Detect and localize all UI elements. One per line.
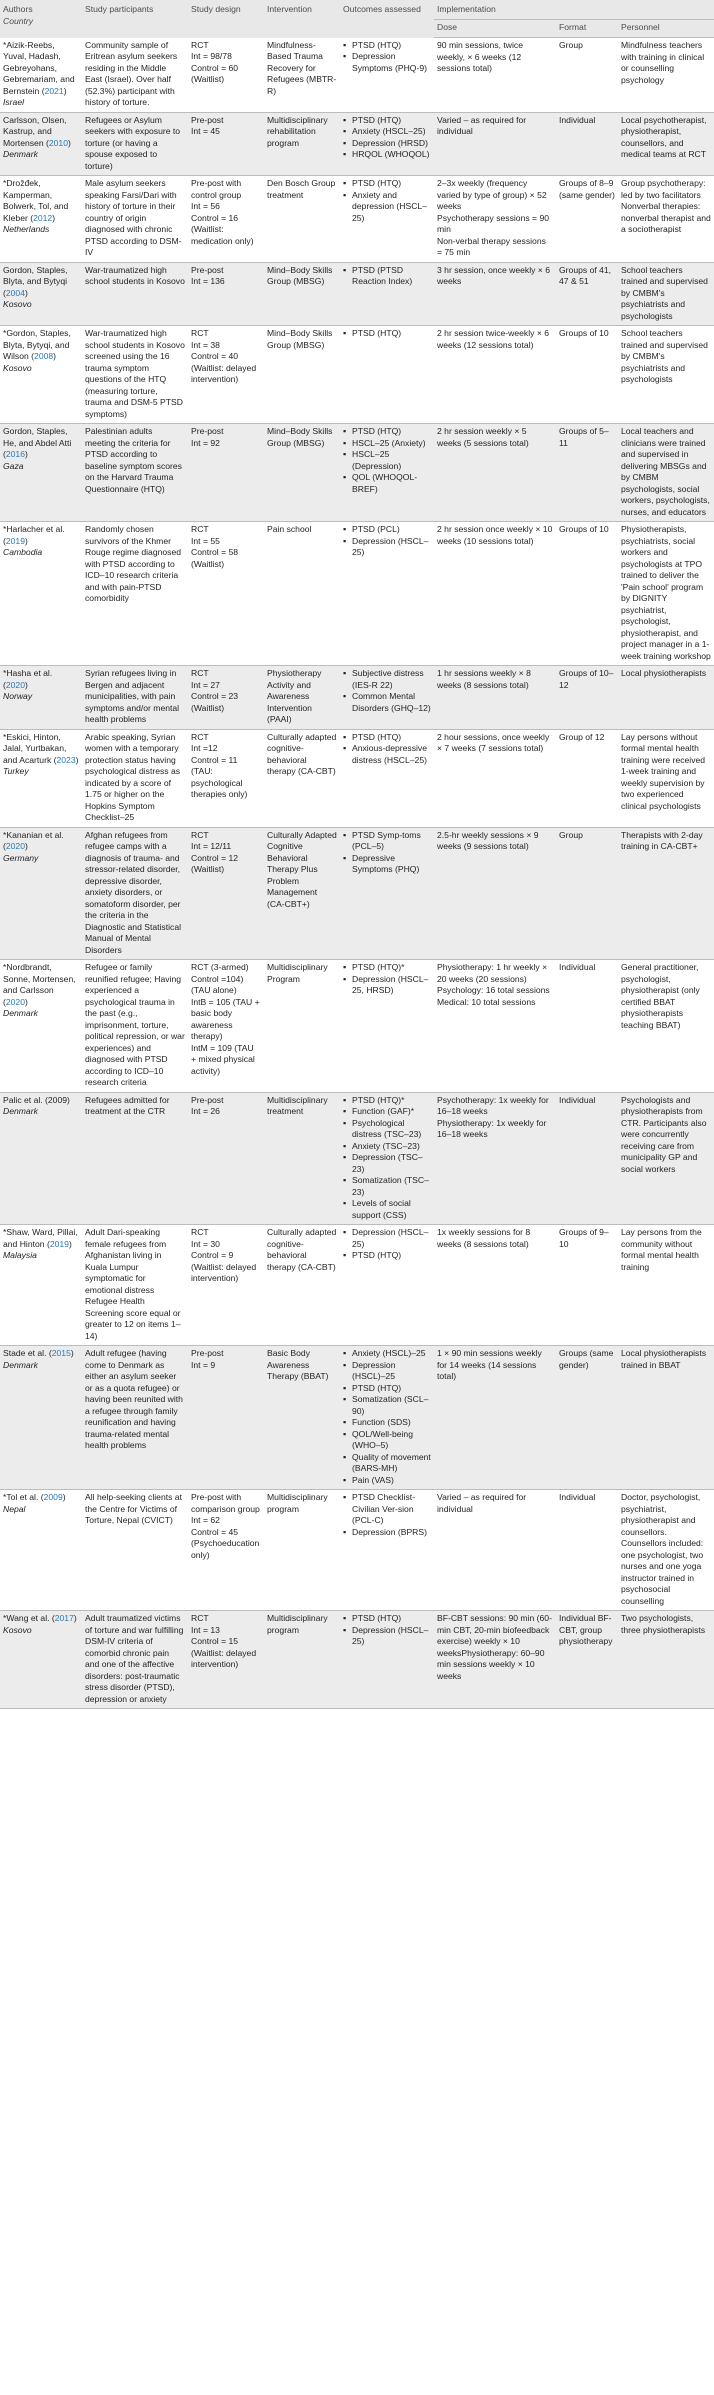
authors-text: *Hasha et al. ( — [3, 668, 53, 690]
outcome-item: ▪ PTSD (HTQ) — [343, 328, 431, 340]
year-link[interactable]: 2021 — [44, 85, 64, 96]
authors-cell — [0, 960, 82, 1093]
year-link[interactable]: 2004 — [5, 287, 25, 298]
intervention-cell: Mindfulness-Based Trauma Recovery for Refugees (MBTR-R) — [264, 38, 340, 113]
year-link[interactable]: 2009 — [43, 1492, 63, 1502]
outcome-item: ▪ Depression (HSCL–25) — [343, 1625, 431, 1648]
header-authors-country — [0, 0, 82, 38]
table-row — [0, 1611, 714, 1709]
outcomes-cell — [340, 827, 434, 960]
design-cell: RCT Int =12 Control = 11 (TAU: psychological therapies only) — [188, 729, 264, 827]
outcomes-cell — [340, 666, 434, 730]
personnel-cell: Local teachers and clinicians were trained and supervised in delivering MBSGs and by CMBM psychologists, social workers, psychologists, nurses, and educators — [618, 424, 714, 522]
outcomes-list — [343, 830, 431, 876]
personnel-cell: Two psychologists, three physiotherapists — [618, 1611, 714, 1709]
intervention-cell: Physiotherapy Activity and Awareness Intervention (PAAI) — [264, 666, 340, 730]
dose-cell: 2–3x weekly (frequency varied by type of group) × 52 weeks Psychotherapy sessions = 90 min Non-verbal therapy sessions = 75 min — [434, 176, 556, 263]
personnel-cell: Physiotherapists, psychiatrists, social workers and psychologists at TPO trained to deliver the 'Pain school' program by DIGNITY psychiatrist, psychologist, physiotherapist, and project manager in a 1-week training workshop — [618, 522, 714, 666]
outcomes-cell — [340, 1611, 434, 1709]
personnel-cell: School teachers trained and supervised by CMBM's psychiatrists and psychologists — [618, 262, 714, 326]
authors-text: Gordon, Staples, Blyta, and Bytyqi ( — [3, 264, 68, 298]
outcome-item: ▪ Depression (HSCL–25) — [343, 1227, 431, 1250]
authors-close: ) — [25, 449, 28, 459]
outcome-item: ▪ PTSD (HTQ) — [343, 1613, 431, 1625]
header-implementation: Implementation — [434, 0, 714, 19]
outcome-item: ▪ Depressive Symptoms (PHQ) — [343, 853, 431, 876]
authors-text: Stade et al. ( — [3, 1348, 52, 1358]
design-cell: RCT Int = 38 Control = 40 (Waitlist: delayed intervention) — [188, 326, 264, 424]
authors-cell — [0, 1346, 82, 1490]
table-row — [0, 960, 714, 1093]
outcome-item: ▪ HSCL–25 (Depression) — [343, 449, 431, 472]
personnel-cell: Local psychotherapist, physiotherapist, counsellors, and medical teams at RCT — [618, 112, 714, 176]
dose-cell: 90 min sessions, twice weekly, × 6 weeks (12 sessions total) — [434, 38, 556, 113]
authors-cell — [0, 262, 82, 326]
design-cell: RCT Int = 13 Control = 15 (Waitlist: delayed intervention) — [188, 1611, 264, 1709]
table-row — [0, 1092, 714, 1225]
authors-text: *Nordbrandt, Sonne, Mortensen, and Carlsson ( — [3, 962, 76, 1007]
outcome-item: ▪ PTSD (HTQ) — [343, 732, 431, 744]
outcomes-list — [343, 732, 431, 767]
dose-cell: 3 hr session, once weekly × 6 weeks — [434, 262, 556, 326]
design-cell: RCT Int = 30 Control = 9 (Waitlist: delayed intervention) — [188, 1225, 264, 1346]
dose-cell: Psychotherapy: 1x weekly for 16–18 weeks Physiotherapy: 1x weekly for 16–18 weeks — [434, 1092, 556, 1225]
personnel-cell: Mindfulness teachers with training in clinical or counselling psychology — [618, 38, 714, 113]
authors-close: ) — [75, 754, 79, 765]
authors-text: Palic et al. (2009) — [3, 1094, 70, 1105]
outcomes-list — [343, 1095, 431, 1222]
design-cell: Pre-post Int = 45 — [188, 112, 264, 176]
outcomes-list — [343, 1613, 431, 1648]
personnel-cell: General practitioner, psychologist, physiotherapist (only certified BBAT physiotherapists teaching BBAT) — [618, 960, 714, 1093]
header-dose: Dose — [434, 19, 556, 38]
dose-cell: 1 hr sessions weekly × 8 weeks (8 sessions total) — [434, 666, 556, 730]
table-row — [0, 326, 714, 424]
outcome-item: ▪ PTSD (PTSD Reaction Index) — [343, 265, 431, 288]
design-cell: Pre-post with control group Int = 56 Control = 16 (Waitlist: medication only) — [188, 176, 264, 263]
authors-text: *Drožđek, Kamperman, Bolwerk, Tol, and Kleber ( — [3, 178, 69, 223]
dose-cell: 2 hour sessions, once weekly × 7 weeks (7 sessions total) — [434, 729, 556, 827]
participants-cell: Syrian refugees living in Bergen and adjacent municipalities, with pain symptoms and/or mental health problems — [82, 666, 188, 730]
authors-text: Carlsson, Olsen, Kastrup, and Mortensen ( — [3, 114, 67, 148]
authors-cell — [0, 38, 82, 113]
personnel-cell: Doctor, psychologist, psychiatrist, physiotherapist and counsellors. Counsellors included: one psychologist, two nurses and one yoga instructor trained in psychosocial counselling — [618, 1490, 714, 1611]
design-cell: Pre-post Int = 136 — [188, 262, 264, 326]
outcome-item: ▪ PTSD Symp-toms (PCL–5) — [343, 830, 431, 853]
authors-close: ) — [25, 535, 28, 546]
personnel-cell: Therapists with 2-day training in CA-CBT+ — [618, 827, 714, 960]
outcome-item: ▪ PTSD (HTQ) — [343, 178, 431, 190]
authors-text: Gordon, Staples, He, and Abdel Atti ( — [3, 426, 72, 459]
personnel-cell: Group psychotherapy: led by two facilitators Nonverbal therapies: nonverbal therapist and a sociotherapist — [618, 176, 714, 263]
country: Turkey — [3, 766, 29, 776]
year-link[interactable]: 2017 — [54, 1613, 74, 1623]
personnel-cell: Psychologists and physiotherapists from CTR. Participants also were concurrently receiving care from municipality GP and social workers — [618, 1092, 714, 1225]
year-link[interactable]: 2020 — [5, 996, 25, 1007]
intervention-cell: Den Bosch Group treatment — [264, 176, 340, 263]
authors-close: ) — [73, 1613, 77, 1623]
authors-close: ) — [25, 287, 28, 298]
format-cell: Individual — [556, 1092, 618, 1225]
outcomes-list — [343, 1227, 431, 1262]
format-cell: Group of 12 — [556, 729, 618, 827]
format-cell: Groups of 5–11 — [556, 424, 618, 522]
personnel-cell: Lay persons without formal mental health training were received 1-week training and weekly supervision by two experienced clinical psychologists — [618, 729, 714, 827]
table-row — [0, 729, 714, 827]
header-personnel: Personnel — [618, 19, 714, 38]
intervention-cell: Pain school — [264, 522, 340, 666]
authors-close: ) — [53, 351, 57, 361]
intervention-cell: Multidisciplinary rehabilitation program — [264, 112, 340, 176]
outcome-item: ▪ PTSD (HTQ) — [343, 426, 431, 438]
authors-text: *Shaw, Ward, Pillai, and Hinton ( — [3, 1227, 78, 1249]
table-row — [0, 1346, 714, 1490]
outcome-item: ▪ HSCL–25 (Anxiety) — [343, 438, 431, 450]
authors-cell — [0, 522, 82, 666]
table-row — [0, 262, 714, 326]
outcomes-cell — [340, 522, 434, 666]
intervention-cell: Mind–Body Skills Group (MBSG) — [264, 262, 340, 326]
authors-cell — [0, 827, 82, 960]
format-cell: Individual — [556, 960, 618, 1093]
year-link[interactable]: 2019 — [49, 1238, 69, 1249]
intervention-cell: Mind–Body Skills Group (MBSG) — [264, 326, 340, 424]
outcomes-list — [343, 265, 431, 288]
format-cell: Individual — [556, 1490, 618, 1611]
outcome-item: ▪ Psychological distress (TSC–23) — [343, 1118, 431, 1141]
format-cell: Groups of 41, 47 & 51 — [556, 262, 618, 326]
authors-cell — [0, 176, 82, 263]
outcomes-cell — [340, 176, 434, 263]
country: Denmark — [3, 1008, 38, 1018]
country: Kosovo — [3, 362, 32, 373]
authors-text: *Aizik-Reebs, Yuval, Hadash, Gebreyohans, Gebremariam, and Bernstein ( — [3, 39, 75, 96]
outcome-item: ▪ Function (SDS) — [343, 1417, 431, 1429]
outcomes-cell — [340, 1490, 434, 1611]
outcome-item: ▪ Anxiety (HSCL–25) — [343, 126, 431, 138]
authors-text: *Wang et al. ( — [3, 1613, 55, 1623]
authors-text: *Gordon, Staples, Blyta, Bytyqi, and Wilson ( — [3, 328, 71, 361]
dose-cell: 1x weekly sessions for 8 weeks (8 sessions total) — [434, 1225, 556, 1346]
dose-cell: Varied – as required for individual — [434, 112, 556, 176]
header-outcomes: Outcomes assessed — [340, 0, 434, 38]
country: Gaza — [3, 460, 24, 471]
outcomes-list — [343, 426, 431, 495]
outcome-item: ▪ Subjective distress (IES-R 22) — [343, 668, 431, 691]
outcomes-list — [343, 328, 431, 340]
participants-cell: Adult traumatized victims of torture and war fulfilling DSM-IV criteria of comorbid chronic pain and one of the affective disorders: post-traumatic stress disorder (PTSD), depression or anxiety — [82, 1611, 188, 1709]
design-cell: RCT Int = 98/78 Control = 60 (Waitlist) — [188, 38, 264, 113]
outcome-item: ▪ QOL/Well-being (WHO–5) — [343, 1429, 431, 1452]
intervention-cell: Multidisciplinary treatment — [264, 1092, 340, 1225]
participants-cell: Palestinian adults meeting the criteria for PTSD according to baseline symptom scores on the Harvard Trauma Questionnaire (HTQ) — [82, 424, 188, 522]
authors-close: ) — [25, 679, 28, 690]
authors-close: ) — [25, 841, 28, 851]
authors-text: *Tol et al. ( — [3, 1492, 44, 1502]
participants-cell: Refugee or family reunified refugee; Having experienced a psychological trauma in the past (e.g., imprisonment, torture, political repression, or war experiences) and diagnosed with PTSD according to ICD–10 research criteria — [82, 960, 188, 1093]
participants-cell: Afghan refugees from refugee camps with a diagnosis of trauma- and stressor-related disorder, depressive disorder, anxiety disorders, or somatoform disorder, per the criteria in the Diagnostic and Statistical Manual of Mental Disorders — [82, 827, 188, 960]
intervention-cell: Culturally adapted cognitive-behavioral therapy (CA-CBT) — [264, 729, 340, 827]
year-link[interactable]: 2019 — [5, 535, 25, 546]
design-cell: RCT Int = 12/11 Control = 12 (Waitlist) — [188, 827, 264, 960]
outcomes-cell — [340, 38, 434, 113]
participants-cell: Adult Dari-speaking female refugees from Afghanistan living in Kuala Lumpur symptomatic for emotional distress Refugee Health Screening score equal or greater to 12 on items 1–14) — [82, 1225, 188, 1346]
participants-cell: All help-seeking clients at the Centre for Victims of Torture, Nepal (CVICT) — [82, 1490, 188, 1611]
personnel-cell: Local physiotherapists trained in BBAT — [618, 1346, 714, 1490]
outcomes-cell — [340, 1346, 434, 1490]
country: Denmark — [3, 1106, 38, 1116]
outcome-item: ▪ Depression Symptoms (PHQ-9) — [343, 51, 431, 74]
authors-text: *Kananian et al. ( — [3, 829, 64, 851]
dose-cell: 2 hr session weekly × 5 weeks (5 sessions total) — [434, 424, 556, 522]
country: Denmark — [3, 1359, 38, 1370]
participants-cell: War-traumatized high school students in Kosovo screened using the 16 trauma symptom questions of the HTQ (measuring torture, trauma and DSM-5 PTSD symptoms) — [82, 326, 188, 424]
outcome-item: ▪ PTSD (HTQ) — [343, 1383, 431, 1395]
outcome-item: ▪ QOL (WHOQOL-BREF) — [343, 472, 431, 495]
outcome-item: ▪ Depression (TSC–23) — [343, 1152, 431, 1175]
outcome-item: ▪ PTSD (HTQ)* — [343, 962, 431, 974]
intervention-cell: Multidisciplinary program — [264, 1490, 340, 1611]
design-cell: RCT Int = 27 Control = 23 (Waitlist) — [188, 666, 264, 730]
year-link[interactable]: 2015 — [51, 1348, 71, 1358]
participants-cell: Refugees admitted for treatment at the CTR — [82, 1092, 188, 1225]
format-cell: Groups of 9–10 — [556, 1225, 618, 1346]
outcomes-cell — [340, 960, 434, 1093]
outcomes-cell — [340, 1092, 434, 1225]
authors-close: ) — [52, 212, 56, 223]
outcome-item: ▪ Anxiety and depression (HSCL–25) — [343, 190, 431, 225]
outcome-item: ▪ Depression (HRSD) — [343, 138, 431, 150]
participants-cell: War-traumatized high school students in Kosovo — [82, 262, 188, 326]
format-cell: Groups of 8–9 (same gender) — [556, 176, 618, 263]
outcome-item: ▪ HRQOL (WHOQOL) — [343, 149, 431, 161]
intervention-cell: Culturally Adapted Cognitive Behavioral Therapy Plus Problem Management (CA-CBT+) — [264, 827, 340, 960]
personnel-cell: Local physiotherapists — [618, 666, 714, 730]
outcome-item: ▪ Anxiety (TSC–23) — [343, 1141, 431, 1153]
dose-cell: 1 × 90 min sessions weekly for 14 weeks (14 sessions total) — [434, 1346, 556, 1490]
table-row — [0, 666, 714, 730]
country: Norway — [3, 691, 33, 701]
outcome-item: ▪ Depression (HSCL–25) — [343, 536, 431, 559]
intervention-cell: Basic Body Awareness Therapy (BBAT) — [264, 1346, 340, 1490]
table-row — [0, 112, 714, 176]
header-design: Study design — [188, 0, 264, 38]
year-link[interactable]: 2020 — [5, 841, 25, 851]
authors-cell — [0, 326, 82, 424]
design-cell: RCT Int = 55 Control = 58 (Waitlist) — [188, 522, 264, 666]
outcome-item: ▪ PTSD (HTQ) — [343, 40, 431, 52]
participants-cell: Randomly chosen survivors of the Khmer Rouge regime diagnosed with PTSD according to ICD–10 research criteria and with pain-PTSD comorbidity — [82, 522, 188, 666]
country: Kosovo — [3, 299, 32, 309]
year-link[interactable]: 2012 — [33, 212, 53, 223]
authors-cell — [0, 1092, 82, 1225]
country: Denmark — [3, 149, 38, 159]
header-intervention: Intervention — [264, 0, 340, 38]
authors-cell — [0, 1490, 82, 1611]
outcome-item: ▪ Depression (BPRS) — [343, 1527, 431, 1539]
authors-cell — [0, 666, 82, 730]
outcome-item: ▪ PTSD (HTQ)* — [343, 1095, 431, 1107]
format-cell: Groups of 10 — [556, 522, 618, 666]
authors-text: *Harlacher et al. ( — [3, 524, 65, 546]
outcomes-list — [343, 524, 431, 559]
design-cell: Pre-post Int = 9 — [188, 1346, 264, 1490]
year-link[interactable]: 2020 — [5, 679, 25, 690]
intervention-cell: Multidisciplinary program — [264, 1611, 340, 1709]
year-link[interactable]: 2023 — [56, 754, 76, 765]
outcomes-list — [343, 668, 431, 714]
country: Cambodia — [3, 547, 43, 557]
format-cell: Groups of 10 — [556, 326, 618, 424]
outcome-item: ▪ PTSD (PCL) — [343, 524, 431, 536]
authors-text: *Eskici, Hinton, Jalal, Yurtbakan, and Acarturk ( — [3, 731, 67, 765]
dose-cell: Physiotherapy: 1 hr weekly × 20 weeks (20 sessions) Psychology: 16 total sessions Medical: 10 total sessions — [434, 960, 556, 1093]
table-row — [0, 424, 714, 522]
header-format: Format — [556, 19, 618, 38]
outcome-item: ▪ Pain (VAS) — [343, 1475, 431, 1487]
authors-close: ) — [70, 1348, 74, 1358]
authors-close: ) — [67, 137, 71, 148]
participants-cell: Adult refugee (having come to Denmark as either an asylum seeker or as a quota refugee) or having been reunited with a refugee through family reunification and having trauma-related mental health problems — [82, 1346, 188, 1490]
intervention-cell: Culturally adapted cognitive-behavioral therapy (CA-CBT) — [264, 1225, 340, 1346]
authors-cell — [0, 729, 82, 827]
outcomes-cell — [340, 729, 434, 827]
personnel-cell: School teachers trained and supervised by CMBM's psychiatrists and psychologists — [618, 326, 714, 424]
outcome-item: ▪ PTSD (HTQ) — [343, 1250, 431, 1262]
design-cell: Pre-post with comparison group Int = 62 Control = 45 (Psychoeducation only) — [188, 1490, 264, 1611]
table-header — [0, 0, 714, 38]
outcomes-list — [343, 178, 431, 224]
year-link[interactable]: 2008 — [34, 351, 54, 361]
table-row — [0, 38, 714, 113]
authors-close: ) — [25, 996, 28, 1007]
personnel-cell: Lay persons from the community without formal mental health training — [618, 1225, 714, 1346]
country: Netherlands — [3, 224, 50, 234]
outcomes-cell — [340, 1225, 434, 1346]
dose-cell: BF-CBT sessions: 90 min (60-min CBT, 20-min biofeedback exercise) weekly × 10 weeksPhysiotherapy: 60–90 min sessions weekly × 10 weeks — [434, 1611, 556, 1709]
table-row — [0, 827, 714, 960]
participants-cell: Male asylum seekers speaking Farsi/Dari with history of torture in their country of origin diagnosed with chronic PTSD according to DSM-IV — [82, 176, 188, 263]
country: Malaysia — [3, 1250, 37, 1260]
outcome-item: ▪ Anxious-depressive distress (HSCL–25) — [343, 743, 431, 766]
authors-close: ) — [62, 1492, 66, 1502]
outcome-item: ▪ Function (GAF)* — [343, 1106, 431, 1118]
header-participants: Study participants — [82, 0, 188, 38]
authors-cell — [0, 1611, 82, 1709]
table-row — [0, 1225, 714, 1346]
outcome-item: ▪ Depression (HSCL–25, HRSD) — [343, 974, 431, 997]
intervention-cell: Multidisciplinary Program — [264, 960, 340, 1093]
country: Israel — [3, 97, 25, 107]
format-cell: Group — [556, 827, 618, 960]
outcome-item: ▪ Somatization (TSC–23) — [343, 1175, 431, 1198]
outcome-item: ▪ Somatization (SCL–90) — [343, 1394, 431, 1417]
table-row — [0, 522, 714, 666]
authors-cell — [0, 112, 82, 176]
intervention-cell: Mind–Body Skills Group (MBSG) — [264, 424, 340, 522]
outcomes-cell — [340, 262, 434, 326]
outcomes-list — [343, 962, 431, 997]
header-authors: Authors — [3, 4, 33, 14]
outcome-item: ▪ PTSD (HTQ) — [343, 115, 431, 127]
outcome-item: ▪ Quality of movement (BARS-MH) — [343, 1452, 431, 1475]
format-cell: Individual — [556, 112, 618, 176]
authors-cell — [0, 1225, 82, 1346]
outcome-item: ▪ Anxiety (HSCL)–25 — [343, 1348, 431, 1360]
authors-close: ) — [63, 85, 67, 96]
outcomes-list — [343, 40, 431, 75]
outcomes-cell — [340, 424, 434, 522]
format-cell: Group — [556, 38, 618, 113]
design-cell: Pre-post Int = 92 — [188, 424, 264, 522]
table-row — [0, 1490, 714, 1611]
outcomes-list — [343, 1348, 431, 1486]
dose-cell: 2.5-hr weekly sessions × 9 weeks (9 sessions total) — [434, 827, 556, 960]
outcomes-list — [343, 115, 431, 161]
format-cell: Individual BF-CBT, group physiotherapy — [556, 1611, 618, 1709]
outcome-item: ▪ PTSD Checklist-Civilian Ver-sion (PCL-C) — [343, 1492, 431, 1527]
outcomes-list — [343, 1492, 431, 1538]
outcome-item: ▪ Common Mental Disorders (GHQ–12) — [343, 691, 431, 714]
outcome-item: ▪ Depression (HSCL)–25 — [343, 1360, 431, 1383]
participants-cell: Arabic speaking, Syrian women with a temporary protection status having psychological distress as indicated by a score of 1.75 or higher on the Hopkins Symptom Checklist–25 — [82, 729, 188, 827]
header-country: Country — [3, 15, 34, 26]
participants-cell: Refugees or Asylum seekers with exposure to torture (or having a spouse exposed to torture) — [82, 112, 188, 176]
format-cell: Groups of 10–12 — [556, 666, 618, 730]
table-body — [0, 38, 714, 1709]
dose-cell: Varied – as required for individual — [434, 1490, 556, 1611]
year-link[interactable]: 2010 — [48, 137, 68, 148]
table-row — [0, 176, 714, 263]
participants-cell: Community sample of Eritrean asylum seekers residing in the Middle East (Israel). Over half (52.3%) participant with history of torture. — [82, 38, 188, 113]
outcomes-cell — [340, 112, 434, 176]
authors-cell — [0, 424, 82, 522]
country: Nepal — [3, 1503, 26, 1514]
design-cell: RCT (3-armed) Control =104) (TAU alone) IntB = 105 (TAU + basic body awareness therapy) IntM = 109 (TAU + mixed physical activity) — [188, 960, 264, 1093]
year-link[interactable]: 2016 — [5, 449, 25, 459]
format-cell: Groups (same gender) — [556, 1346, 618, 1490]
dose-cell: 2 hr session twice-weekly × 6 weeks (12 sessions total) — [434, 326, 556, 424]
design-cell: Pre-post Int = 26 — [188, 1092, 264, 1225]
dose-cell: 2 hr session once weekly × 10 weeks (10 sessions total) — [434, 522, 556, 666]
country: Kosovo — [3, 1624, 32, 1635]
country: Germany — [3, 852, 39, 863]
outcomes-cell — [340, 326, 434, 424]
authors-close: ) — [68, 1238, 72, 1249]
outcome-item: ▪ Levels of social support (CSS) — [343, 1198, 431, 1221]
